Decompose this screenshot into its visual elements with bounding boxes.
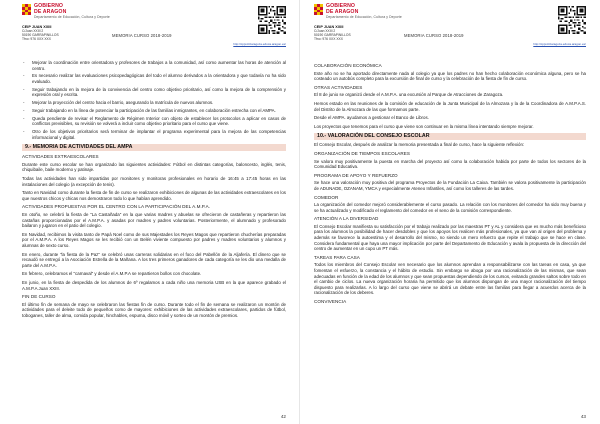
school-name: CEIP JUAN XXIII (22, 25, 52, 29)
objectives-list (22, 60, 286, 140)
memoria-title: MEMORIA CURSO 2018-2019 (112, 33, 172, 38)
paragraph: En junio, en la fiesta de despedida de los alumnos de 6º regalamos a cada niño una memoria USB en la que aparece grabado el A.M.P.A Juan XXIII. (22, 279, 286, 291)
paragraph: Tanto en Navidad como durante la fiesta de fin de curso se realizaron exhibiciones de algunas de las actividades extraescolares en los que nuestros chicos y chicas nos demostraron todo lo que habían aprendido. (22, 190, 286, 201)
paragraph: En enero, durante "la fiesta de la Paz" se celebró unas carreras solidarias en el foco del Pabellón de la Aljafería. El dinero que se recaudó se entregó a la Asociación Estrella de la Mañana. A los tres primeros ganadores de cada categoría se les dio una medalla de parte del A.M.P.A. (22, 251, 286, 268)
page-right (300, 0, 600, 424)
logo-line1: GOBIERNO (34, 3, 64, 9)
paragraph: El Consejo Escolar, después de analizar la memoria presentada a final de curso, hace la siguiente reflexión: (314, 142, 525, 148)
subheading: CONVIVENCIA (314, 299, 347, 304)
paragraph: El último fin de semana de mayo se celebraron las fiestas fin de curso. Durante todo el fin de semana se realizaron un montón de actividades para el deleite todo de pequeños como de mayores: exhibiciones de las actividades extraescolares, partidos de fútbol, toboganes, taller de alma, comida popular, hinchables, espuma, disco móvil y sorteo de un montón de premios. (22, 301, 286, 318)
paragraph: Los proyectos que tenemos para el curso que viene son continuar en la misma línea intentando siempre mejorar. (314, 123, 534, 129)
subheading: ACTIVIDADES PROPUESTAS POR EL CENTRO CON LA PARTICIPACIÓN DEL A.M.P.A. (22, 204, 211, 210)
subheading: FIN DE CURSO (22, 294, 56, 300)
logo-line2: DE ARAGON (34, 8, 67, 15)
school-city: 50190 GARRAPINILLOS (22, 33, 59, 38)
school-phone: Tfno: 976 XXX XXX (22, 37, 51, 42)
list-item: - Seguir trabajando en la mejora de la convivencia del centro como objetivo prioritario, así como la mejora de la comprensión y expresión oral y escrita. (22, 87, 286, 98)
qr-code-icon (558, 6, 586, 34)
paragraph: Desde el AMPA. ayudamos a gestionar el Banco de Libros. (314, 115, 429, 121)
paragraph: El 8 de junio se organizó desde el A.M.P.A. una excursión al Parque de Atracciones de Zaragoza. (314, 92, 504, 98)
section-heading-consejo: 10.- VALORACIÓN DEL CONSEJO ESCOLAR (314, 133, 586, 140)
gobierno-aragon-logo (22, 4, 110, 19)
paragraph: En otoño, se celebró la fiesta de "La Castañada" en la que varias madres y abuelas se ofrecieron de castañeras y repartieron las castañas proporcionadas por el A.M.P.A. y asadas por madres y padres voluntarias. Posteriormente, el alumnado y profesorado bailaron y jugaron en el patio del colegio. (22, 212, 286, 229)
list-item: - Otro de los objetivos prioritarios será terminar de implantar el programa experimental para la mejora de las competencias informacional y digital. (22, 129, 286, 140)
paragraph: El Consejo Escolar manifiesta su satisfacción por el trabajo realizado por las maestras PT y AL y considera que es mucho más beneficioso para los alumnos la posibilidad de hacer desdobles y que los apoyos los realicen más profesionales, ya que van al origen del problema y además se favorece la autoestima y el desarrollo del mismo, no siendo un mero refuerzo que repite el trabajo que se hace en clase. Considera fundamental que haya una mayor implicación por parte del Departamento de Educación y avala la propuesta de la dirección del centro de aumentar en un cupo un PT más. (314, 223, 586, 252)
page-body (22, 60, 286, 319)
paragraph: Se valora muy positivamente la puesta en marcha del proyecto así como la colaboración habida por parte de todos los sectores de la Comunidad Educativa. (314, 158, 586, 170)
paragraph: Se hace una valoración muy positiva del programa Proyectos de la Fundación La Caixa. También se valora positivamente la participación de ADUNADE, OZANAM, YMCA y especialmente Ateneo Infantiles, así como los talleres de las tardes. (314, 180, 586, 191)
school-name: CEIP JUAN XXIII (314, 25, 344, 29)
paragraph: Todos los miembros del Consejo Escolar ven necesario que los alumnos aprendan a responsabilizarse con las tareas en casa, ya que fomentan el esfuerzo, la constancia y el hábito de estudio. Sin embargo se aboga por una racionalización de las mismas, que sean adecuadas en función de la edad de los alumnos y que sean propuestas dependiendo de los cursos, evitando grandes saltos sobre todo en el cambio de ciclos. La nueva organización horaria ha permitido que los alumnos dispongan de una mayor racionalización del tiempo dispuesto para realizarlas. A lo largo del curso que viene se abrirá un debate entre las familias para llegar a acuerdos acerca de la racionalización de los deberes. (314, 262, 586, 296)
list-item: - Seguir trabajando en la línea de potenciar la participación de las familias inmigrantes, en colaboración estrecha con el AMPA. (22, 108, 286, 114)
page-header (22, 4, 286, 60)
memoria-title: MEMORIA CURSO 2018-2019 (404, 33, 464, 38)
paragraph: Este año no se ha aportado directamente nada al colegio ya que los padres no han hecho colaboración económica alguna, pero se ha costeado un autobús completo para la excursión de final de curso y la celebración de la fiesta de fin de curso. (314, 70, 586, 82)
subheading: TAREAS PARA CASA (314, 254, 360, 260)
subheading: COLABORACIÓN ECONÓMICA (314, 63, 382, 68)
logo-line1: GOBIERNO (326, 3, 356, 9)
page-number: 42 (280, 414, 286, 419)
paragraph: Hemos estado en las reuniones de la comisión de educación de la Junta Municipal de la Almozara y la de la Coordinadora de A.M.P.A.S. del Distrito de la Almozara de las que formamos parte. (314, 100, 586, 112)
school-address (22, 25, 59, 41)
school-website-link[interactable]: http://cpjxxiiizaragoza.educa.aragon.es/ (233, 42, 286, 46)
paragraph: En febrero, celebramos el "carnaval" y desde el A.M.P.A se repartieron bollos con chocolate. (22, 271, 202, 277)
school-website-link[interactable]: http://cpjxxiiizaragoza.educa.aragon.es/ (533, 42, 586, 46)
list-item: - Queda pendiente de revisar el Reglamento de Régimen Interior con objeto de establecer los protocolos a aplicar en casos de conflictos previsibles, su revisión se volverá a incluir como objetivo prioritario para el curso que viene. (22, 116, 286, 127)
section-heading-ampa: 9.- MEMORIA DE ACTIVIDADES DEL AMPA (22, 144, 286, 151)
school-address (314, 25, 351, 41)
paragraph: Todas las actividades han sido impartidas por monitores y monitoras profesionales en horario de 16:45 a 17:45 horas en las instalaciones del colegio (a excepción de tenis). (22, 176, 286, 187)
qr-code-icon (258, 6, 286, 34)
school-phone: Tfno: 976 XXX XXX (314, 37, 343, 42)
aragon-crest-icon (314, 4, 323, 15)
subheading: ATENCIÓN A LA DIVERSIDAD (314, 216, 379, 222)
list-item: - Mejorar la coordinación entre orientadora y profesores de trabajos a la comunidad, así como aumentar las horas de atención al centro. (22, 60, 286, 71)
logo-line2: DE ARAGON (326, 8, 359, 15)
school-street: C/Juan XXIII 2 (314, 29, 336, 34)
gobierno-aragon-logo (314, 4, 402, 19)
subheading: PROGRAMA DE APOYO Y REFUERZO (314, 172, 398, 178)
paragraph: La organización del comedor mejoró considerablemente el curso pasado. La relación con los monitores del comedor ha sido muy buena y se ha actualizado y modificado el reglamento del comedor en el seno de la comisión correspondiente. (314, 202, 586, 213)
page-body (314, 63, 586, 305)
subheading: ORGANIZACIÓN DE TIEMPOS ESCOLARES (314, 150, 411, 156)
list-item: - Mejorar la proyección del centro hacia el barrio, asegurando la matrícula de nuevos alumnos. (22, 100, 286, 106)
logo-department: Departamento de Educación, Cultura y Deporte (34, 15, 110, 20)
paragraph: Durante este curso escolar se han organizado las siguientes actividades: Fútbol en distintas categorías, baloncesto, inglés, tenis, chiquibaile, baile moderno y patinaje. (22, 161, 286, 173)
subheading: COMEDOR (314, 194, 339, 200)
paragraph: En Navidad, recibimos la visita tanto de Papá Noel como de sus Majestades los Reyes Magos que repartieron chucherías preparadas por el A.M.P.A. A los Reyes Magos se les recibió con un Belén viviente compuesto por padres y madres voluntarios y alumnos y alumnas de sexto curso. (22, 231, 286, 248)
list-item: - Es necesario realizar las evaluaciones psicopedagógicas del todo el alumno derivados a la orientadora y que todavía no ha sido evaluado. (22, 73, 286, 84)
logo-department: Departamento de Educación, Cultura y Deporte (326, 15, 402, 20)
school-city: 50190 GARRAPINILLOS (314, 33, 351, 38)
subheading: OTRAS ACTIVIDADES (314, 84, 363, 90)
school-street: C/Juan XXIII 2 (22, 29, 44, 34)
page-number: 43 (580, 414, 586, 419)
aragon-crest-icon (22, 4, 31, 15)
page-header (314, 4, 586, 60)
subheading: ACTIVIDADES EXTRAESCOLARES (22, 154, 99, 160)
